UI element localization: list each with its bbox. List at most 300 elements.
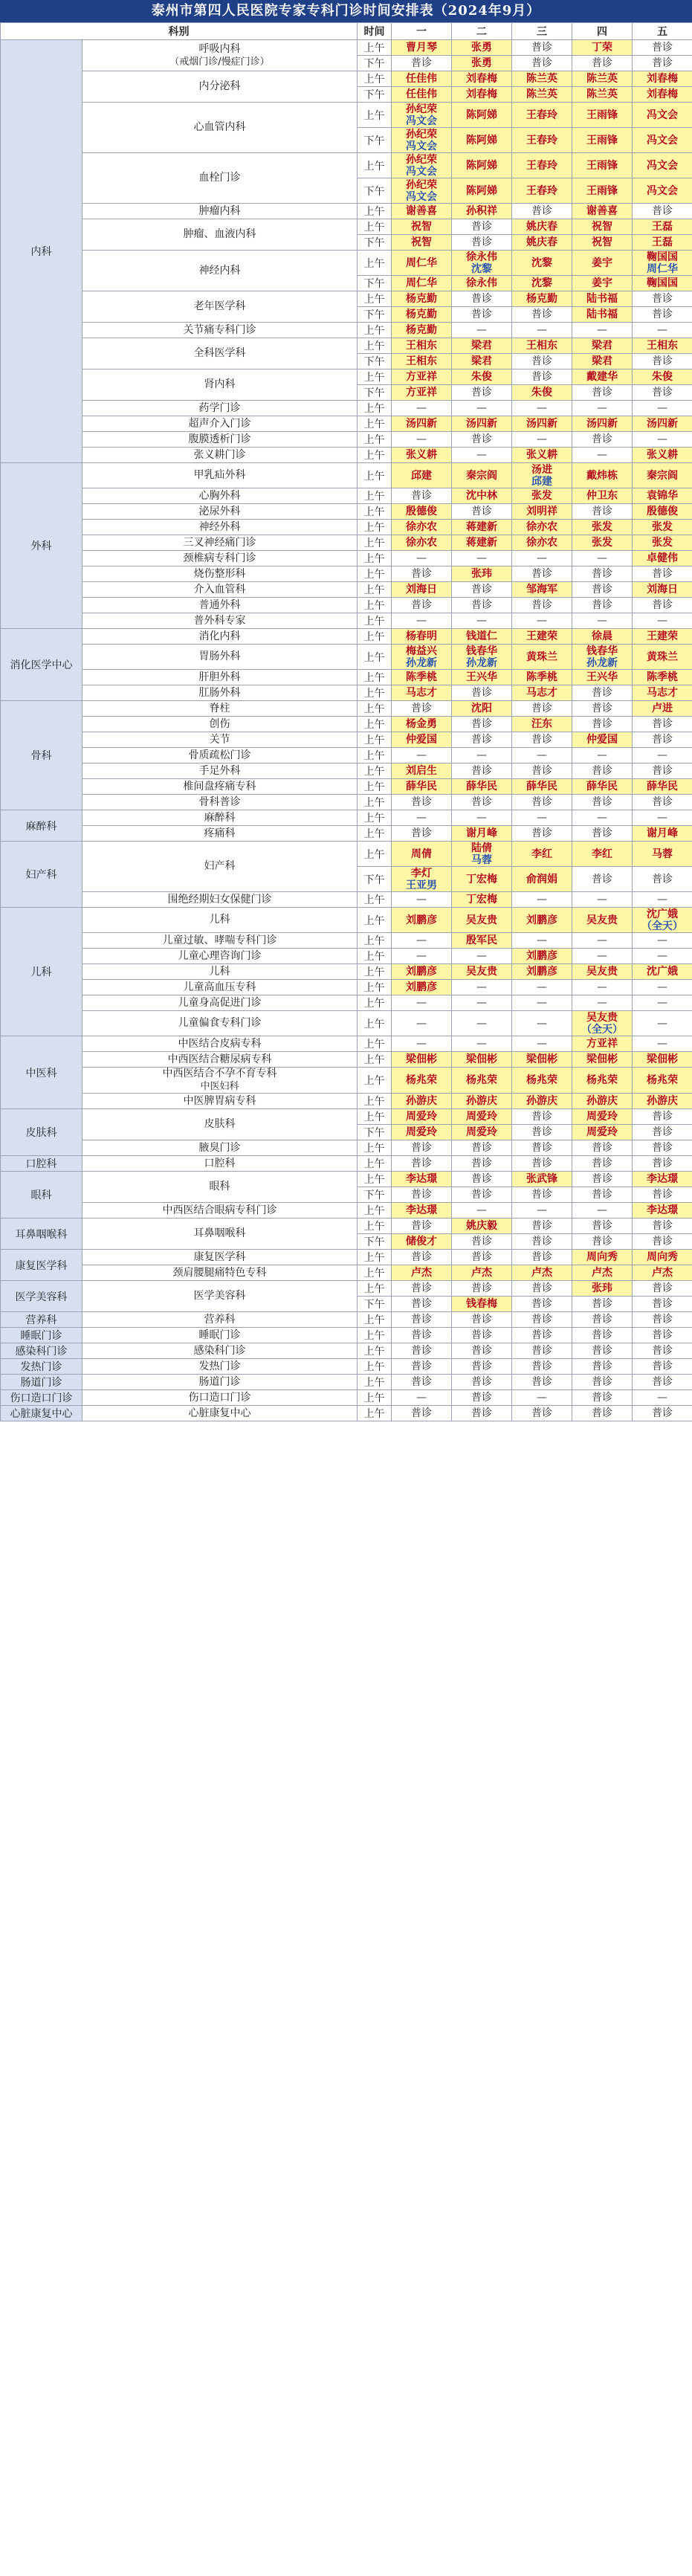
- no-clinic-mark: —: [657, 1038, 667, 1050]
- specialty-line: 骨科普诊: [198, 795, 241, 808]
- schedule-cell: [452, 1390, 512, 1406]
- specialty-line: 老年医学科: [193, 300, 246, 312]
- no-clinic-mark: —: [537, 812, 547, 824]
- doctor-name: 吴友贵: [586, 1011, 618, 1024]
- doctor-name: 黄珠兰: [526, 651, 557, 663]
- header-time: 时间: [358, 23, 392, 40]
- general-clinic-label: 普诊: [592, 796, 612, 808]
- specialty-name: [83, 416, 358, 432]
- schedule-cell: [452, 1297, 512, 1312]
- schedule-cell: [572, 1052, 633, 1068]
- specialty-line: 发热门诊: [198, 1360, 241, 1372]
- schedule-cell: [512, 949, 572, 964]
- doctor-name: 朱俊: [652, 371, 673, 383]
- general-clinic-label: 普诊: [531, 1329, 552, 1341]
- doctor-name: 汤进: [531, 463, 552, 476]
- doctor-name: 徐永伟: [466, 251, 497, 263]
- schedule-cell: [512, 670, 572, 685]
- schedule-cell: [633, 1203, 692, 1218]
- schedule-row: [1, 504, 692, 520]
- schedule-cell: [512, 276, 572, 291]
- session-am: 上午: [358, 598, 392, 613]
- session-am: 上午: [358, 1156, 392, 1172]
- session-am: 上午: [358, 892, 392, 908]
- specialty-line: 中西医结合糖尿病专科: [167, 1053, 272, 1065]
- session-am: 上午: [358, 779, 392, 795]
- doctor-name: 张发: [652, 537, 673, 549]
- doctor-name: 王亚男: [406, 879, 437, 891]
- schedule-cell: [572, 504, 633, 520]
- schedule-row: [1, 1312, 692, 1328]
- schedule-cell: [452, 613, 512, 629]
- specialty-line: 感染科门诊: [193, 1344, 246, 1357]
- session-pm: 下午: [358, 385, 392, 401]
- schedule-cell: [633, 385, 692, 401]
- schedule-cell: [452, 1094, 512, 1109]
- schedule-cell: [572, 629, 633, 645]
- schedule-cell: [572, 1328, 633, 1343]
- no-clinic-mark: —: [416, 1038, 427, 1050]
- doctor-name: 张发: [531, 490, 552, 502]
- no-clinic-mark: —: [537, 749, 547, 761]
- doctor-name: 姚庆春: [526, 221, 557, 233]
- schedule-cell: [392, 779, 452, 795]
- general-clinic-label: 普诊: [471, 506, 492, 517]
- schedule-cell: [512, 629, 572, 645]
- schedule-cell: [452, 842, 512, 867]
- general-clinic-label: 普诊: [592, 827, 612, 839]
- specialty-line: 肛肠外科: [198, 686, 241, 699]
- general-clinic-label: 普诊: [531, 568, 552, 580]
- schedule-row: [1, 1406, 692, 1421]
- schedule-row: [1, 251, 692, 276]
- general-clinic-label: 普诊: [411, 1189, 432, 1201]
- schedule-cell: [392, 219, 452, 235]
- general-clinic-label: 普诊: [471, 387, 492, 398]
- doctor-name: 李红: [531, 848, 552, 860]
- general-clinic-label: 普诊: [411, 1282, 432, 1294]
- schedule-cell: [392, 235, 452, 251]
- doctor-name: 孙龙新: [586, 656, 618, 669]
- doctor-name: 刘鹏彦: [406, 981, 437, 993]
- schedule-cell: [512, 448, 572, 463]
- schedule-cell: [452, 1036, 512, 1052]
- schedule-cell: [392, 867, 452, 892]
- schedule-cell: [512, 732, 572, 748]
- schedule-cell: [392, 463, 452, 488]
- schedule-cell: [452, 670, 512, 685]
- general-clinic-label: 普诊: [652, 1220, 673, 1232]
- doctor-name: 梁佃彬: [406, 1053, 437, 1065]
- specialty-name: [83, 551, 358, 566]
- general-clinic-label: 普诊: [531, 1298, 552, 1310]
- schedule-cell: [452, 488, 512, 504]
- session-pm: 下午: [358, 1187, 392, 1203]
- specialty-line: 内分泌科: [198, 80, 241, 92]
- specialty-line: 三叉神经痛门诊: [183, 536, 256, 549]
- schedule-cell: [633, 980, 692, 995]
- schedule-cell: [633, 732, 692, 748]
- schedule-cell: [572, 795, 633, 810]
- schedule-row: [1, 826, 692, 842]
- header-dept: 科别: [1, 23, 358, 40]
- schedule-cell: [633, 1406, 692, 1421]
- doctor-name: 王相东: [406, 340, 437, 352]
- no-clinic-mark: —: [416, 894, 427, 906]
- specialty-name: [83, 629, 358, 645]
- schedule-cell: [392, 685, 452, 701]
- doctor-name: 陈季桃: [647, 671, 678, 683]
- specialty-line: 中医妇科: [200, 1081, 239, 1092]
- doctor-name: 吴友贵: [586, 914, 618, 926]
- schedule-cell: [572, 670, 633, 685]
- session-am: 上午: [358, 1312, 392, 1328]
- doctor-name: 梁佃彬: [526, 1053, 557, 1065]
- doctor-name: 汤四新: [647, 418, 678, 430]
- schedule-cell: [572, 1036, 633, 1052]
- general-clinic-label: 普诊: [411, 1407, 432, 1419]
- schedule-cell: [572, 1187, 633, 1203]
- schedule-cell: [633, 448, 692, 463]
- schedule-cell: [392, 1094, 452, 1109]
- general-clinic-label: 普诊: [471, 1329, 492, 1341]
- doctor-name: 陈兰英: [526, 88, 557, 100]
- doctor-name: 孙游庆: [466, 1095, 497, 1107]
- specialty-name: [83, 685, 358, 701]
- schedule-cell: [572, 826, 633, 842]
- schedule-cell: [512, 1312, 572, 1328]
- doctor-name: 祝智: [592, 221, 612, 233]
- schedule-cell: [633, 670, 692, 685]
- specialty-line: 腹膜透析门诊: [188, 433, 251, 445]
- doctor-name: 王雨锋: [586, 159, 618, 172]
- schedule-row: [1, 488, 692, 504]
- specialty-line: 营养科: [204, 1313, 236, 1326]
- session-am: 上午: [358, 1218, 392, 1234]
- no-clinic-mark: —: [597, 894, 607, 906]
- session-am: 上午: [358, 1052, 392, 1068]
- specialty-name: [83, 504, 358, 520]
- schedule-cell: [572, 323, 633, 338]
- schedule-cell: [452, 732, 512, 748]
- doctor-name: 刘海日: [406, 584, 437, 595]
- schedule-cell: [633, 645, 692, 670]
- doctor-name: 刘鹏彦: [406, 966, 437, 978]
- specialty-line: 儿童心理咨询门诊: [178, 949, 262, 962]
- general-clinic-label: 普诊: [531, 371, 552, 383]
- doctor-name: 杨兆荣: [526, 1074, 557, 1086]
- doctor-name: 姚庆毅: [466, 1220, 497, 1232]
- department-name: 医学美容科: [1, 1281, 83, 1312]
- schedule-cell: [512, 964, 572, 980]
- schedule-cell: [572, 291, 633, 307]
- schedule-cell: [572, 582, 633, 598]
- doctor-name: 殷德俊: [647, 506, 678, 517]
- specialty-name: [83, 598, 358, 613]
- no-clinic-mark: —: [597, 749, 607, 761]
- general-clinic-label: 普诊: [471, 734, 492, 746]
- schedule-cell: [512, 432, 572, 448]
- doctor-name: 邱建: [411, 469, 432, 482]
- schedule-cell: [633, 1328, 692, 1343]
- doctor-name: 王磊: [652, 236, 673, 248]
- schedule-cell: [633, 369, 692, 385]
- schedule-cell: [392, 432, 452, 448]
- doctor-name: 冯文会: [647, 134, 678, 146]
- schedule-row: [1, 448, 692, 463]
- schedule-cell: [512, 764, 572, 779]
- general-clinic-label: 普诊: [592, 873, 612, 885]
- no-clinic-mark: —: [537, 552, 547, 564]
- schedule-cell: [392, 995, 452, 1011]
- schedule-cell: [452, 1187, 512, 1203]
- session-am: 上午: [358, 949, 392, 964]
- schedule-cell: [633, 826, 692, 842]
- schedule-cell: [512, 1068, 572, 1094]
- general-clinic-label: 普诊: [531, 796, 552, 808]
- specialty-name: [83, 1281, 358, 1312]
- schedule-cell: [633, 1052, 692, 1068]
- schedule-row: [1, 748, 692, 764]
- schedule-cell: [512, 1109, 572, 1125]
- schedule-cell: [572, 551, 633, 566]
- schedule-row: [1, 1109, 692, 1125]
- schedule-cell: [512, 826, 572, 842]
- specialty-name: [83, 1140, 358, 1156]
- schedule-cell: [572, 779, 633, 795]
- doctor-name: 李达璟: [647, 1204, 678, 1216]
- doctor-name: 钱春华: [466, 645, 497, 657]
- no-clinic-mark: —: [597, 552, 607, 564]
- session-am: 上午: [358, 251, 392, 276]
- no-clinic-mark: —: [537, 894, 547, 906]
- general-clinic-label: 普诊: [592, 1142, 612, 1154]
- general-clinic-label: 普诊: [411, 1298, 432, 1310]
- session-am: 上午: [358, 933, 392, 949]
- doctor-name: 刘启生: [406, 765, 437, 777]
- general-clinic-label: 普诊: [652, 1376, 673, 1388]
- no-clinic-mark: —: [657, 1017, 667, 1030]
- general-clinic-label: 普诊: [652, 1158, 673, 1169]
- doctor-name: 吴友贵: [466, 914, 497, 926]
- specialty-line: 围绝经期妇女保健门诊: [167, 893, 272, 906]
- schedule-cell: [633, 1094, 692, 1109]
- no-clinic-mark: —: [597, 324, 607, 336]
- general-clinic-label: 普诊: [531, 599, 552, 611]
- doctor-name: 方亚祥: [586, 1038, 618, 1050]
- schedule-cell: [633, 153, 692, 178]
- schedule-cell: [392, 1297, 452, 1312]
- specialty-line: 手足外科: [198, 764, 241, 777]
- specialty-name: [83, 1094, 358, 1109]
- doctor-name: 任佳伟: [406, 88, 437, 100]
- schedule-row: [1, 995, 692, 1011]
- session-pm: 下午: [358, 1297, 392, 1312]
- schedule-cell: [633, 1218, 692, 1234]
- session-am: 上午: [358, 717, 392, 732]
- specialty-line: 睡眠门诊: [198, 1329, 241, 1341]
- schedule-cell: [572, 645, 633, 670]
- schedule-cell: [512, 551, 572, 566]
- doctor-name: 周爱玲: [586, 1126, 618, 1138]
- doctor-name: 刘鹏彦: [526, 914, 557, 926]
- specialty-line: 麻醉科: [204, 811, 236, 824]
- session-am: 上午: [358, 685, 392, 701]
- schedule-cell: [392, 128, 452, 153]
- doctor-name: 冯文会: [647, 159, 678, 172]
- no-clinic-mark: —: [416, 997, 427, 1009]
- schedule-cell: [452, 251, 512, 276]
- header-day: 三: [512, 23, 572, 40]
- doctor-name: 钱春梅: [466, 1298, 497, 1310]
- general-clinic-label: 普诊: [652, 1360, 673, 1372]
- general-clinic-label: 普诊: [531, 765, 552, 777]
- specialty-name: [83, 748, 358, 764]
- schedule-row: [1, 1265, 692, 1281]
- doctor-name: 卢进: [652, 703, 673, 714]
- session-am: 上午: [358, 995, 392, 1011]
- doctor-name: 张义耕: [406, 449, 437, 461]
- schedule-cell: [392, 1218, 452, 1234]
- schedule-row: [1, 153, 692, 178]
- header-row: [1, 23, 692, 40]
- schedule-cell: [512, 323, 572, 338]
- schedule-cell: [572, 56, 633, 71]
- no-clinic-mark: —: [416, 402, 427, 414]
- general-clinic-label: 普诊: [592, 387, 612, 398]
- schedule-cell: [572, 1203, 633, 1218]
- doctor-name: 张武锋: [526, 1173, 557, 1185]
- schedule-cell: [572, 1140, 633, 1156]
- schedule-cell: [633, 504, 692, 520]
- session-am: 上午: [358, 1390, 392, 1406]
- doctor-name: 卢杰: [531, 1267, 552, 1279]
- schedule-cell: [392, 291, 452, 307]
- schedule-cell: [452, 535, 512, 551]
- general-clinic-label: 普诊: [411, 1376, 432, 1388]
- specialty-line: 肠道门诊: [198, 1375, 241, 1388]
- general-clinic-label: 普诊: [652, 568, 673, 580]
- schedule-cell: [452, 416, 512, 432]
- specialty-name: [83, 764, 358, 779]
- schedule-cell: [633, 551, 692, 566]
- schedule-row: [1, 629, 692, 645]
- schedule-cell: [633, 795, 692, 810]
- no-clinic-mark: —: [476, 1204, 487, 1216]
- doctor-name: 周仁华: [406, 256, 437, 269]
- general-clinic-label: 普诊: [652, 765, 673, 777]
- schedule-cell: [512, 1156, 572, 1172]
- schedule-cell: [392, 1011, 452, 1036]
- department-name: 妇产科: [1, 842, 83, 908]
- schedule-cell: [452, 291, 512, 307]
- session-am: 上午: [358, 980, 392, 995]
- doctor-name: 孙纪荣: [406, 153, 437, 166]
- doctor-name: 杨春明: [406, 630, 437, 642]
- specialty-name: [83, 1265, 358, 1281]
- doctor-name: 陈阿娣: [466, 134, 497, 146]
- department-name: 中医科: [1, 1036, 83, 1109]
- schedule-cell: [452, 949, 512, 964]
- doctor-name: 卓健伟: [647, 552, 678, 564]
- schedule-cell: [572, 1343, 633, 1359]
- schedule-cell: [572, 933, 633, 949]
- schedule-cell: [512, 1250, 572, 1265]
- general-clinic-label: 普诊: [471, 1173, 492, 1185]
- schedule-cell: [392, 323, 452, 338]
- general-clinic-label: 普诊: [471, 687, 492, 699]
- schedule-cell: [633, 995, 692, 1011]
- specialty-line: 关节: [209, 733, 230, 746]
- specialty-line: 创伤: [209, 717, 230, 730]
- specialty-name: [83, 732, 358, 748]
- schedule-cell: [452, 504, 512, 520]
- general-clinic-label: 普诊: [531, 1189, 552, 1201]
- schedule-cell: [512, 995, 572, 1011]
- schedule-row: [1, 1343, 692, 1359]
- schedule-cell: [633, 520, 692, 535]
- schedule-cell: [452, 764, 512, 779]
- doctor-name: 陆书福: [586, 293, 618, 305]
- schedule-cell: [572, 685, 633, 701]
- schedule-cell: [512, 520, 572, 535]
- schedule-cell: [392, 307, 452, 323]
- schedule-cell: [633, 933, 692, 949]
- specialty-name: [83, 933, 358, 949]
- specialty-name: [83, 103, 358, 153]
- schedule-cell: [572, 980, 633, 995]
- schedule-cell: [633, 338, 692, 354]
- schedule-row: [1, 892, 692, 908]
- specialty-line: 颈肩腰腿痛特色专科: [172, 1266, 267, 1279]
- schedule-cell: [452, 1156, 512, 1172]
- specialty-line: 儿童偏食专科门诊: [178, 1017, 262, 1029]
- general-clinic-label: 普诊: [471, 765, 492, 777]
- schedule-cell: [572, 87, 633, 103]
- specialty-name: [83, 1011, 358, 1036]
- general-clinic-label: 普诊: [592, 1158, 612, 1169]
- schedule-cell: [452, 1068, 512, 1094]
- schedule-cell: [633, 1250, 692, 1265]
- schedule-cell: [452, 323, 512, 338]
- specialty-name: [83, 582, 358, 598]
- schedule-cell: [392, 40, 452, 56]
- no-clinic-mark: —: [537, 934, 547, 946]
- schedule-cell: [392, 732, 452, 748]
- schedule-cell: [452, 235, 512, 251]
- doctor-name: 马志才: [647, 687, 678, 699]
- schedule-cell: [452, 582, 512, 598]
- schedule-cell: [392, 1052, 452, 1068]
- schedule-row: [1, 598, 692, 613]
- specialty-line: 神经外科: [198, 520, 241, 533]
- schedule-cell: [452, 520, 512, 535]
- doctor-name: 梁君: [471, 355, 492, 367]
- schedule-cell: [452, 1125, 512, 1140]
- session-am: 上午: [358, 629, 392, 645]
- session-pm: 下午: [358, 354, 392, 369]
- no-clinic-mark: —: [537, 1392, 547, 1404]
- specialty-name: [83, 1052, 358, 1068]
- schedule-cell: [452, 566, 512, 582]
- specialty-line: 烧伤整形科: [193, 567, 246, 580]
- session-am: 上午: [358, 551, 392, 566]
- schedule-row: [1, 964, 692, 980]
- schedule-cell: [572, 338, 633, 354]
- schedule-cell: [572, 153, 633, 178]
- general-clinic-label: 普诊: [652, 1189, 673, 1201]
- doctor-name: 张勇: [471, 57, 492, 69]
